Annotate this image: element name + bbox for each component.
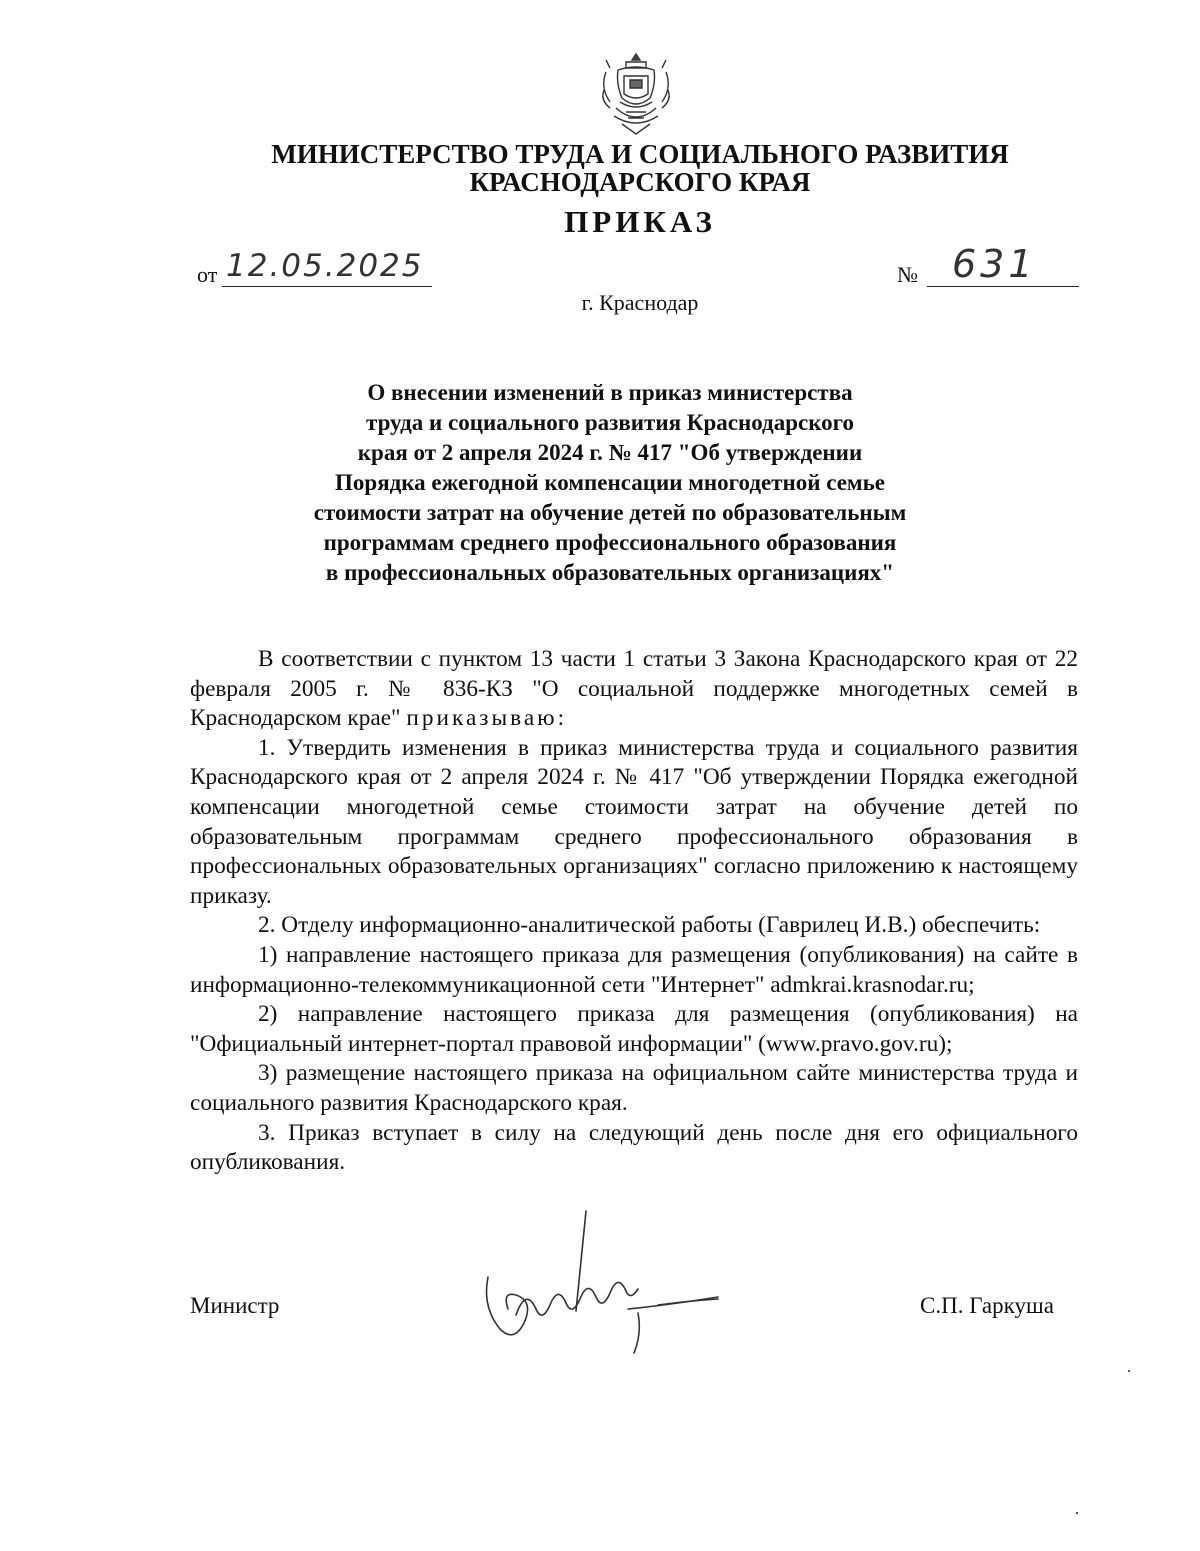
number-label: № [897,262,918,287]
order-subject [240,378,980,588]
date-value-handwritten: 12.05.2025 [226,248,424,284]
subject-line: стоимости затрат на обучение детей по образовательным [313,500,907,525]
signatory-name: С.П. Гаркуша [920,1293,1054,1318]
city-line: г. Краснодар [581,290,699,315]
order-verb: приказываю: [406,705,568,732]
preamble-text: В соответствии с пунктом 13 части 1 статьи 3 Закона Краснодарского края от 22 февраля 2005 г. № 836-КЗ "О социальной поддержке многодетных семей в Краснодарском крае" [190,646,1078,732]
clause-2-paragraph: 2. Отделу информационно-аналитической работы (Гаврилец И.В.) обеспечить: [258,912,1041,939]
subject-line: в профессиональных образовательных организациях" [325,560,895,585]
clause-2-item-3: 3) размещение настоящего приказа на официальном сайте министерства труда и социального развития Краснодарского края. [190,1060,1078,1116]
ministry-name-line2: КРАСНОДАРСКОГО КРАЯ [469,167,811,197]
subject-line: Порядка ежегодной компенсации многодетной семье [335,470,885,495]
date-underline [222,286,432,287]
coat-of-arms-emblem [596,50,676,140]
subject-line: края от 2 апреля 2024 г. № 417 "Об утверждении [357,440,863,465]
subject-line: О внесении изменений в приказ министерства [367,380,853,405]
subject-line: труда и социального развития Краснодарского [365,410,855,435]
date-label: от [197,262,218,287]
signatory-position: Министр [190,1293,280,1318]
number-underline [927,286,1079,287]
scan-speck [1128,1370,1130,1372]
subject-line: программам среднего профессионального образования [323,530,897,555]
order-body [190,645,1078,1178]
scan-speck [1076,1512,1078,1514]
clause-2-item-1: 1) направление настоящего приказа для размещения (опубликования) на сайте в информационно-телекоммуникационной сети "Интернет" admkrai.krasnodar.ru; [190,941,1078,998]
preamble-paragraph [190,645,1078,734]
clause-3-paragraph: 3. Приказ вступает в силу на следующий день после дня его официального опубликования. [190,1119,1078,1176]
ministry-name-line1: МИНИСТЕРСТВО ТРУДА И СОЦИАЛЬНОГО РАЗВИТИЯ [271,139,1009,169]
clause-2-item-2: 2) направление настоящего приказа для размещения (опубликования) на "Официальный интернет-портал правовой информации" (www.pravo.gov.ru); [190,1001,1078,1057]
number-value-handwritten: 631 [952,242,1037,286]
clause-1-paragraph: 1. Утвердить изменения в приказ министерства труда и социального развития Краснодарского края от 2 апреля 2024 г. № 417 "Об утверждении Порядка ежегодной компенсации многодетной семье стоимости затрат на обучение детей по образовательным программам среднего профессионального образования в профессиональных образовательных организациях" согласно приложению к настоящему приказу. [190,734,1078,909]
handwritten-signature [478,1205,738,1355]
document-type-title: ПРИКАЗ [564,204,716,239]
